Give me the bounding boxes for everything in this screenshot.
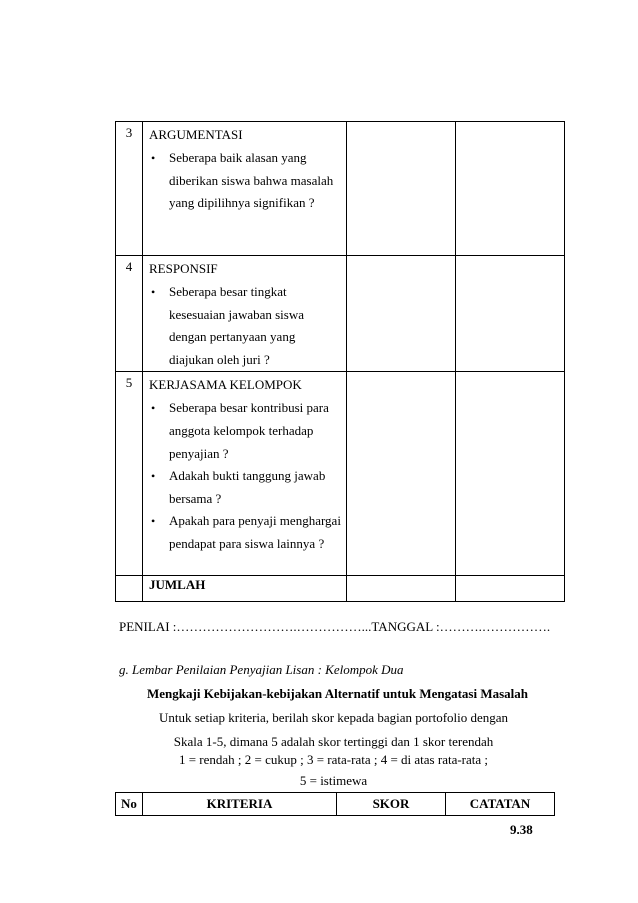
notes-cell xyxy=(456,372,565,576)
criteria-cell xyxy=(143,256,347,372)
rubric-row xyxy=(116,372,565,576)
total-row xyxy=(116,576,565,602)
rubric-row xyxy=(116,256,565,372)
bullet-icon: • xyxy=(151,401,156,416)
criteria-title: ARGUMENTASI xyxy=(149,127,243,142)
criteria-bullet xyxy=(149,397,342,465)
criteria-bullets xyxy=(149,397,342,555)
row-number: 3 xyxy=(116,122,143,256)
score-cell xyxy=(347,372,456,576)
notes-cell xyxy=(456,256,565,372)
header-notes: CATATAN xyxy=(446,793,555,816)
criteria-bullet xyxy=(149,465,342,510)
header-score: SKOR xyxy=(337,793,446,816)
instruction-line: Untuk setiap kriteria, berilah skor kepada bagian portofolio dengan xyxy=(158,710,509,725)
score-cell xyxy=(347,256,456,372)
bullet-text: Seberapa besar kontribusi para anggota kelompok terhadap penyajian ? xyxy=(169,400,329,461)
assessment-header-row xyxy=(116,793,555,816)
criteria-cell xyxy=(143,372,347,576)
criteria-bullets xyxy=(149,147,342,215)
bullet-text: Adakah bukti tanggung jawab bersama ? xyxy=(169,468,326,506)
rubric-row xyxy=(116,122,565,256)
instruction-line: 1 = rendah ; 2 = cukup ; 3 = rata-rata ; 4 = di atas rata-rata ; xyxy=(178,752,489,767)
score-cell xyxy=(347,122,456,256)
assessment-table xyxy=(115,792,555,816)
assessor-date-line: PENILAI :……………………….……………...TANGGAL :……….……………. xyxy=(119,619,551,634)
criteria-cell xyxy=(143,122,347,256)
page-number: 9.38 xyxy=(510,822,533,837)
row-number xyxy=(116,576,143,602)
bullet-text: Apakah para penyaji menghargai pendapat para siswa lainnya ? xyxy=(169,513,341,551)
section-subtitle: g. Lembar Penilaian Penyajian Lisan : Kelompok Dua xyxy=(119,662,404,677)
bullet-icon: • xyxy=(151,151,156,165)
rubric-table xyxy=(115,121,565,602)
criteria-bullet xyxy=(149,147,342,215)
bullet-text: Seberapa besar tingkat kesesuaian jawaban siswa dengan pertanyaan yang diajukan oleh juri ? xyxy=(169,284,305,367)
bullet-icon: • xyxy=(151,469,156,484)
instruction-line: Skala 1-5, dimana 5 adalah skor tertinggi dan 1 skor terendah xyxy=(173,734,494,749)
bullet-icon: • xyxy=(151,285,156,299)
total-label: JUMLAH xyxy=(143,576,347,602)
notes-cell xyxy=(456,122,565,256)
total-score-cell xyxy=(347,576,456,602)
bullet-text: Seberapa baik alasan yang diberikan siswa bahwa masalah yang dipilihnya signifikan ? xyxy=(169,150,334,211)
instruction-line: 5 = istimewa xyxy=(299,773,368,788)
header-no: No xyxy=(116,793,143,816)
criteria-bullet xyxy=(149,510,342,555)
row-number: 5 xyxy=(116,372,143,576)
total-notes-cell xyxy=(456,576,565,602)
header-criteria: KRITERIA xyxy=(143,793,337,816)
bullet-icon: • xyxy=(151,514,156,529)
criteria-bullet xyxy=(149,281,342,371)
section-heading: Mengkaji Kebijakan-kebijakan Alternatif untuk Mengatasi Masalah xyxy=(147,686,529,701)
criteria-bullets xyxy=(149,281,342,371)
criteria-title: KERJASAMA KELOMPOK xyxy=(149,377,302,393)
row-number: 4 xyxy=(116,256,143,372)
criteria-title: RESPONSIF xyxy=(149,261,218,276)
